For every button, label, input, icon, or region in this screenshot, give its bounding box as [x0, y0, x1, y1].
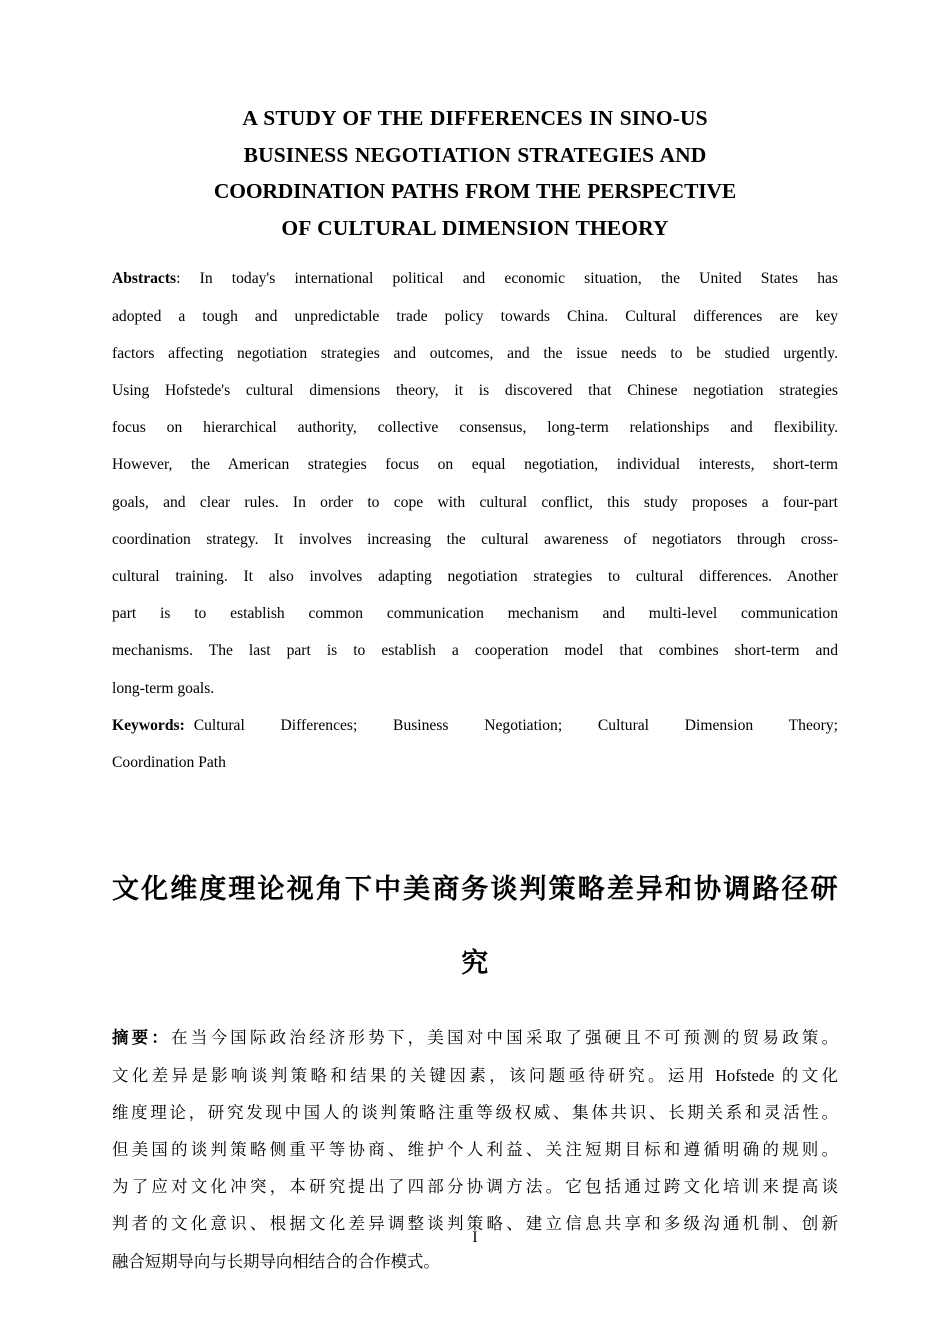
abstract-line-9: cultural training. It also involves adapting negotiation strategies to cultural differences. Another — [112, 568, 838, 586]
abstract-line-1-text: In today's international political and economic situation, the United States has — [199, 270, 838, 288]
abstract-line-4: Using Hofstede's cultural dimensions theory, it is discovered that Chinese negotiation strategies — [112, 382, 838, 399]
abstract-line-8: coordination strategy. It involves increasing the cultural awareness of negotiators through cross- — [112, 530, 838, 548]
chinese-abstract-line-1 — [112, 1019, 838, 1056]
chinese-title-line-1: 文化维度理论视角下中美商务谈判策略差异和协调路径研 — [112, 874, 838, 906]
abstract-label-separator: : — [176, 270, 181, 288]
abstract-paragraph — [112, 260, 838, 706]
english-abstract — [112, 260, 838, 706]
english-keywords — [112, 707, 838, 781]
chinese-abstract-line-2: 文化差异是影响谈判策略和结果的关键因素，该问题亟待研究。运用 Hofstede 的文化 — [112, 1065, 838, 1085]
abstract-line-6: However, the American strategies focus on equal negotiation, individual interests, short-term — [112, 456, 838, 474]
english-title-line-4: OF CULTURAL DIMENSION THEORY — [281, 215, 669, 240]
abstract-line-11: mechanisms. The last part is to establish a cooperation model that combines short-term and — [112, 642, 838, 660]
chinese-abstract-line-5: 为了应对文化冲突，本研究提出了四部分协调方法。它包括通过跨文化培训来提高谈 — [112, 1177, 838, 1197]
english-title-line-1: A STUDY OF THE DIFFERENCES IN SINO-US — [242, 106, 708, 130]
english-title — [112, 100, 838, 246]
chinese-abstract-line-1-text: 在当今国际政治经济形势下，美国对中国采取了强硬且不可预测的贸易政策。 — [171, 1028, 839, 1048]
abstract-line-1 — [112, 260, 838, 297]
chinese-title-line-2: 究 — [461, 948, 489, 980]
abstract-line-7: goals, and clear rules. In order to cope with cultural conflict, this study proposes a four-part — [112, 493, 838, 511]
chinese-abstract-line-4: 但美国的谈判策略侧重平等协商、维护个人利益、关注短期目标和遵循明确的规则。 — [112, 1139, 838, 1159]
keywords-label: Keywords: — [112, 716, 185, 734]
chinese-abstract-line-7: 融合短期导向与长期导向相结合的合作模式。 — [112, 1251, 440, 1271]
abstract-line-3: factors affecting negotiation strategies and outcomes, and the issue needs to be studied urgently. — [112, 344, 838, 362]
keywords-line-1 — [112, 707, 838, 744]
english-title-line-3: COORDINATION PATHS FROM THE PERSPECTIVE — [213, 179, 737, 203]
abstract-line-10: part is to establish common communication mechanism and multi-level communication — [112, 605, 838, 623]
keywords-line-1-text: Cultural Differences; Business Negotiation; Cultural Dimension Theory; — [193, 716, 838, 734]
page-number: I — [472, 1229, 478, 1246]
page-content — [112, 0, 838, 1280]
chinese-abstract-line-3: 维度理论，研究发现中国人的谈判策略注重等级权威、集体共识、长期关系和灵活性。 — [112, 1102, 838, 1122]
english-title-line-2: BUSINESS NEGOTIATION STRATEGIES AND — [243, 142, 707, 167]
abstract-line-12: long-term goals. — [112, 679, 215, 697]
chinese-abstract-line-6: 判者的文化意识、根据文化差异调整谈判策略、建立信息共享和多级沟通机制、创新 — [112, 1214, 838, 1234]
abstract-line-2: adopted a tough and unpredictable trade policy towards China. Cultural differences are key — [112, 307, 838, 325]
abstract-line-5: focus on hierarchical authority, collective consensus, long-term relationships and flexibility. — [112, 419, 838, 437]
chinese-title — [112, 853, 838, 1001]
keywords-line-2: Coordination Path — [112, 754, 226, 772]
chinese-abstract-label: 摘要： — [112, 1028, 172, 1048]
abstract-label: Abstracts — [112, 270, 177, 288]
